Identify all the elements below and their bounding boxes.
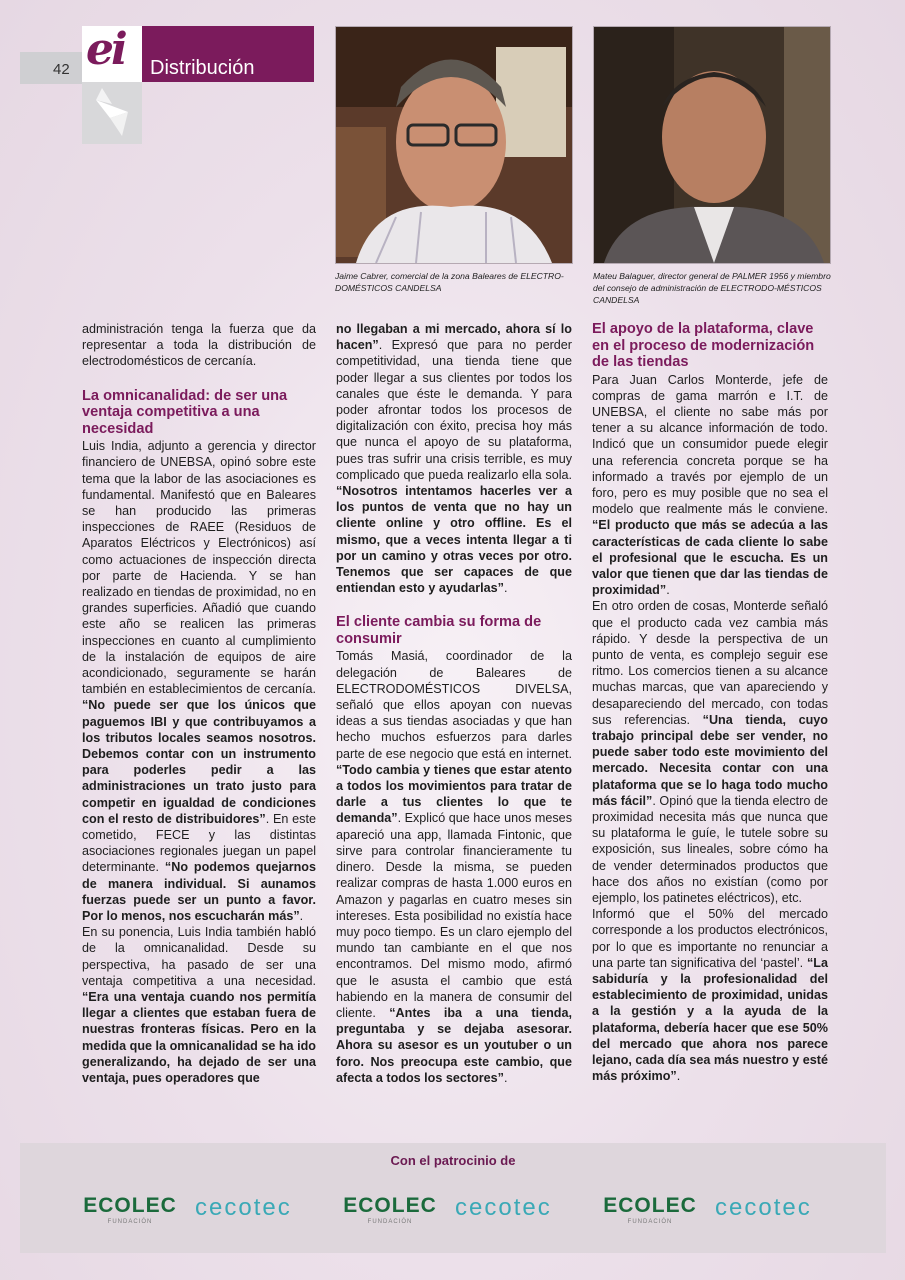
paragraph — [592, 372, 828, 599]
cecotec-logo: cecotec — [195, 1194, 292, 1221]
photo-caption-1: Jaime Cabrer, comercial de la zona Baleares de ELECTRO-DOMÉSTICOS CANDELSA — [335, 271, 564, 293]
section-header — [142, 26, 314, 82]
paragraph-text: . — [503, 1070, 508, 1085]
article-column-3 — [592, 321, 828, 1084]
ecolec-logo — [595, 1195, 705, 1225]
quote-text: “Nosotros intentamos hacerles ver a los puntos de venta que no hay un cliente online y otro offline. Es el mismo, que a veces intenta llegar a ti por un camino y otras veces por otro. Tenemos que ser capaces de que entiendan esto y ayudarlas” — [336, 484, 572, 596]
quote-text: “No podemos quejarnos de manera individual. Si aunamos fuerzas puede ser un punto a favor. Por lo menos, nos escucharán más” — [82, 860, 316, 923]
paragraph-text: Tomás Masiá, coordinador de la delegación de Baleares de ELECTRODOMÉSTICOS DIVELSA, señaló que ellos apoyan con nuevas ideas a sus tiendas asociadas y que han hecho muchos esfuerzos para darles parte de ese negocio que está en internet. — [336, 649, 572, 761]
paragraph-text: . Explicó que hace unos meses apareció una app, llamada Fintonic, que sirve para controlar financieramente tu dinero. Desde la misma, se pueden realizar compras de hasta 1.000 euros en Amazon y pagarlas en cuatro meses sin intereses. Esta posibilidad no existía hace muy poco tiempo. Es un claro ejemplo del mundo tan cambiante en el que nos encontramos. Del mismo modo, afirmó que le asusta el cambio que está habiendo en la manera de consumir del cliente. — [336, 811, 572, 1020]
sponsor-footer — [20, 1143, 886, 1253]
paragraph — [592, 598, 828, 906]
ecolec-subtitle: FUNDACIÓN — [367, 1219, 413, 1225]
paragraph — [82, 438, 316, 924]
subheading-apoyo-plataforma: El apoyo de la plataforma, clave en el proceso de modernización de las tiendas — [592, 321, 815, 370]
page-number-tab — [20, 52, 84, 84]
paragraph-text: Luis India, adjunto a gerencia y director financiero de UNEBSA, opinó sobre este tema que la labor de las asociaciones es fundamental. Manifestó que en Baleares se han producido las primeras inspecciones de RAEE (Residuos de Aparatos Eléctricos y Electrónicos) así como actuaciones de inspección directa por parte de Hacienda. Y se han realizado en tiendas de proximidad, no en grandes superficies. Añadió que cuando este año se realicen las primeras inspecciones en cuanto al cumplimiento de la instalación de equipos de aire acondicionado, seguramente se harán también en establecimientos de cercanía. — [82, 439, 316, 697]
paragraph-text: . Opinó que la tienda electro de proximidad necesita más que nunca que su plataforma le guíe, le tutele sobre su exposición, sus lineales, sobre cómo ha de vender determinados productos que hace dos años no existían (como por ejemplo, los patinetes eléctricos), etc. — [592, 793, 828, 905]
paragraph-text: . — [503, 581, 508, 596]
paragraph — [82, 924, 316, 1086]
magazine-logo — [82, 26, 142, 82]
paragraph — [82, 321, 316, 370]
paragraph-text: . — [676, 1069, 681, 1084]
portrait-photo-mateu-balaguer — [593, 26, 831, 264]
paragraph-text: Informó que el 50% del mercado corresponde a los productos electrónicos, por lo que es importante no renunciar a una parte tan significativa del ‘pastel’. — [592, 907, 828, 970]
ecolec-subtitle: FUNDACIÓN — [107, 1219, 153, 1225]
quote-text: no llegaban a mi mercado, ahora sí lo hacen” — [336, 322, 572, 353]
article-column-1 — [82, 321, 316, 1086]
ecolec-logo — [75, 1195, 185, 1225]
quote-text: “Era una ventaja cuando nos permitía llegar a clientes que estaban fuera de nuestras fronteras físicas. Pero en la medida que la omnicanalidad se ha ido generalizando, ha dejado de ser una ventaja, pues operadores que — [82, 990, 316, 1086]
quote-text: “El producto que más se adecúa a las características de cada cliente lo sabe el profesional que le escucha. Es un valor que tienen que dar las tiendas de proximidad” — [592, 518, 828, 598]
article-column-2 — [336, 321, 572, 1086]
sponsor-title: Con el patrocinio de — [390, 1153, 516, 1168]
cecotec-logo: cecotec — [715, 1194, 812, 1221]
subheading-omnicanalidad: La omnicanalidad: de ser una ventaja competitiva a una necesidad — [82, 387, 288, 437]
quote-text: “Antes iba a una tienda, preguntaba y se dejaba asesorar. Ahora su asesor es un youtuber o un foro. Nos preocupa este cambio, que afecta a todos los sectores” — [336, 1005, 572, 1085]
paragraph-text: . — [666, 583, 670, 598]
section-title: Distribución — [150, 57, 255, 79]
ecolec-logo — [335, 1195, 445, 1225]
ecolec-name: ECOLEC — [343, 1194, 437, 1217]
photo-caption-2: Mateu Balaguer, director general de PALMER 1956 y miembro del consejo de administración de ELECTRODO-MÉSTICOS CANDELSA — [593, 271, 831, 305]
paragraph-text: administración tenga la fuerza que da representar a toda la distribución de electrodomésticos de cercanía. — [82, 322, 316, 369]
quote-text: “Todo cambia y tienes que estar atento a todos los movimientos para tratar de darle a tus clientes lo que te demanda” — [336, 762, 572, 826]
paragraph — [336, 648, 572, 1085]
paragraph-text: En su ponencia, Luis India también habló de la omnicanalidad. Desde su perspectiva, ha pasado de ser una ventaja competitiva a una necesidad. — [82, 925, 316, 988]
quote-text: “La sabiduría y la profesionalidad del establecimiento de proximidad, unidas a la gestión y a la ayuda de la plataforma, debería hacer que ese 50% del mercado que ahora nos parece lejano, cada día sea más nuestro y esté más próximo” — [592, 955, 828, 1084]
paragraph — [336, 321, 572, 596]
paragraph-text: . — [299, 909, 304, 923]
paragraph-text: . Expresó que para no perder competitividad, una tienda tiene que poder llegar a sus clientes por todos los canales que éste le demanda. Y para poder afrontar todos los procesos de digitalización con éxito, precisa hoy más que nunca el apoyo de su plataforma, pues tras sufrir una crisis terrible, es muy complicado que pueda realizarlo ella sola. — [336, 338, 572, 482]
ecolec-name: ECOLEC — [83, 1194, 177, 1217]
paragraph-text: . En este cometido, FECE y las distintas asociaciones regionales juegan un papel determinante. — [82, 811, 316, 875]
ecolec-name: ECOLEC — [603, 1194, 697, 1217]
quote-text: “Una tienda, cuyo trabajo principal debe ser vender, no puede saber todo este movimiento del mercado. Necesita contar con una plataforma que se lo haga todo mucho más fácil” — [592, 712, 828, 808]
logo-text: ei — [86, 24, 125, 75]
section-decoration-icon — [82, 82, 142, 144]
paragraph — [592, 906, 828, 1084]
paragraph-text: Para Juan Carlos Monterde, jefe de compras de gama marrón e I.T. de UNEBSA, el cliente no sabe más por tener a su alcance información de todo. Indicó que un consumidor puede elegir una referencia concreta porque se ha informado a través por ejemplo de un foro, pero es muy posible que no sea el modelo que realmente más le conviene. — [592, 372, 828, 517]
cecotec-logo: cecotec — [455, 1194, 552, 1221]
ecolec-subtitle: FUNDACIÓN — [627, 1219, 673, 1225]
page-number: 42 — [53, 61, 70, 78]
subheading-cliente-cambia: El cliente cambia su forma de consumir — [336, 614, 542, 647]
paragraph-text: En otro orden de cosas, Monterde señaló que el producto cada vez cambia más rápido. Y desde la perspectiva de un punto de venta, es complejo seguir ese ritmo. Los comercios tienen a su alcance muchas marcas, que van apareciendo y desapareciendo del mercado, con todas sus referencias. — [592, 599, 828, 727]
portrait-photo-jaime-cabrer — [335, 26, 573, 264]
quote-text: “No puede ser que los únicos que paguemos IBI y que contribuyamos a los tributos locales seamos nosotros. Debemos contar con un instrumento para poderles pedir a las administraciones un trato justo para competir en igualdad de condiciones con el resto de distribuidores” — [82, 698, 316, 826]
